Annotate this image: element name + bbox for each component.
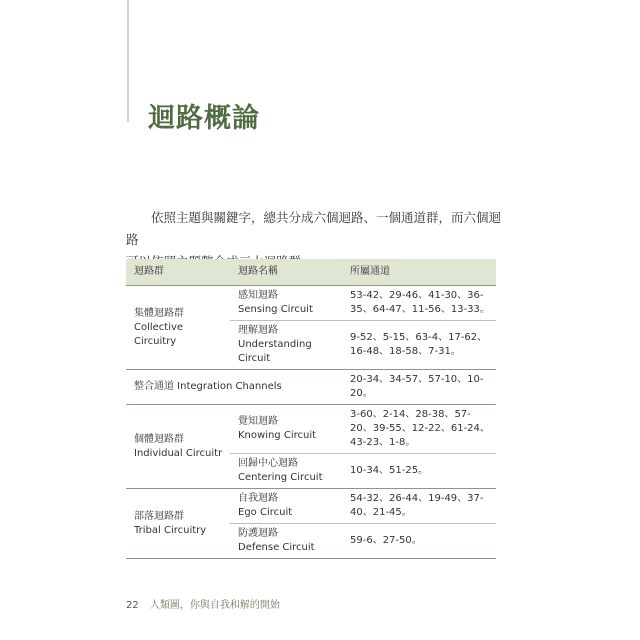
book-title: 人類圖，你與自我和解的開始 bbox=[149, 600, 280, 611]
table-row bbox=[126, 489, 496, 524]
circuit-name-knowing: 覺知迴路 Knowing Circuit bbox=[230, 405, 342, 454]
table-row bbox=[126, 370, 496, 405]
integration-label: 整合通道 Integration Channels bbox=[126, 370, 342, 405]
chapter-accent-bar bbox=[127, 0, 129, 122]
table-header-row bbox=[126, 259, 496, 286]
page-footer bbox=[126, 596, 280, 611]
table-row bbox=[126, 405, 496, 454]
page-number: 22 bbox=[126, 600, 139, 611]
channels-sensing: 53-42、29-46、41-30、36-35、64-47、11-56、13-33。 bbox=[342, 286, 496, 321]
channels-integration: 20-34、34-57、57-10、10-20。 bbox=[342, 370, 496, 405]
circuit-name-understanding: 理解迴路 Understanding Circuit bbox=[230, 321, 342, 370]
group-cell-collective: 集體迴路群 Collective Circuitry bbox=[126, 286, 230, 370]
table-row bbox=[126, 286, 496, 321]
circuit-name-defense: 防護迴路 Defense Circuit bbox=[230, 524, 342, 559]
circuit-name-centering: 回歸中心迴路 Centering Circuit bbox=[230, 454, 342, 489]
chapter-title: 迴路概論 bbox=[148, 103, 260, 134]
circuits-table bbox=[126, 259, 496, 559]
channels-defense: 59-6、27-50。 bbox=[342, 524, 496, 559]
header-group: 迴路群 bbox=[126, 259, 230, 286]
circuit-name-sensing: 感知迴路 Sensing Circuit bbox=[230, 286, 342, 321]
group-cell-tribal: 部落迴路群 Tribal Circuitry bbox=[126, 489, 230, 559]
channels-centering: 10-34、51-25。 bbox=[342, 454, 496, 489]
channels-ego: 54-32、26-44、19-49、37-40、21-45。 bbox=[342, 489, 496, 524]
channels-understanding: 9-52、5-15、63-4、17-62、16-48、18-58、7-31。 bbox=[342, 321, 496, 370]
group-cell-individual: 個體迴路群 Individual Circuitr bbox=[126, 405, 230, 489]
intro-line-1: 依照主題與關鍵字，總共分成六個迴路、一個通道群，而六個迴路 bbox=[126, 210, 502, 247]
channels-knowing: 3-60、2-14、28-38、57-20、39-55、12-22、61-24、43-23、1-8。 bbox=[342, 405, 496, 454]
header-channels: 所屬通道 bbox=[342, 259, 496, 286]
circuit-name-ego: 自我迴路 Ego Circuit bbox=[230, 489, 342, 524]
header-circuit-name: 迴路名稱 bbox=[230, 259, 342, 286]
